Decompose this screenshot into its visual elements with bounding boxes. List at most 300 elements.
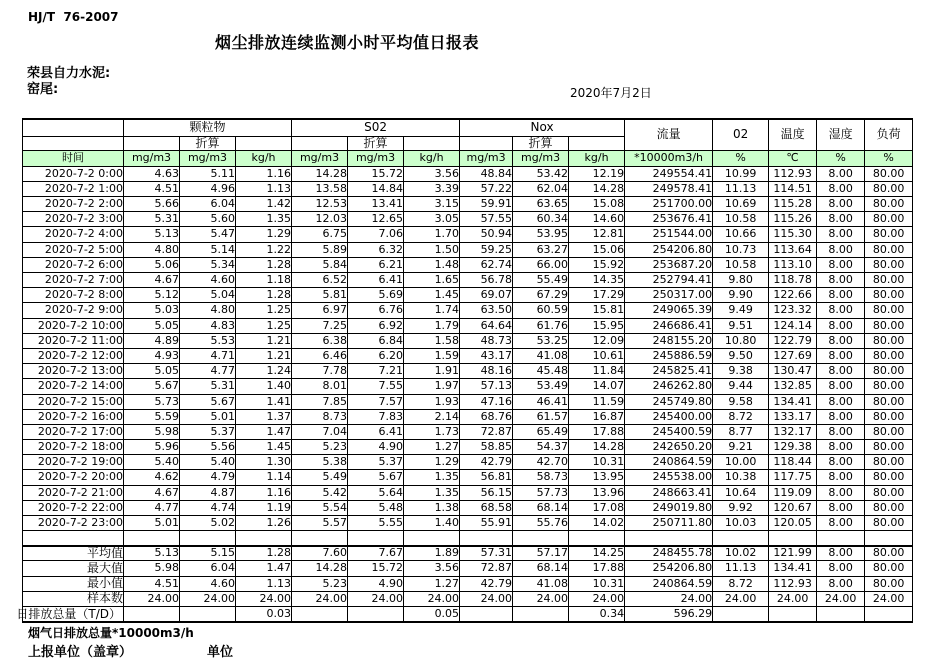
value-cell: 1.28 xyxy=(236,257,292,272)
unit-cell: mg/m3 xyxy=(513,150,569,166)
value-cell: 14.28 xyxy=(569,440,625,455)
value-cell: 119.09 xyxy=(769,485,817,500)
value-cell: 4.79 xyxy=(180,470,236,485)
summary-value: 8.00 xyxy=(817,546,865,561)
value-cell: 1.48 xyxy=(404,257,460,272)
value-cell: 117.75 xyxy=(769,470,817,485)
value-cell: 46.41 xyxy=(513,394,569,409)
summary-value: 7.67 xyxy=(348,546,404,561)
summary-label xyxy=(23,591,124,606)
group-so2: S02 xyxy=(292,119,460,136)
value-cell: 42.70 xyxy=(513,455,569,470)
value-cell: 8.00 xyxy=(817,273,865,288)
value-cell: 3.39 xyxy=(404,181,460,196)
value-cell: 41.08 xyxy=(513,348,569,363)
value-cell: 42.79 xyxy=(460,455,513,470)
value-cell: 80.00 xyxy=(865,364,913,379)
value-cell: 10.69 xyxy=(713,197,769,212)
value-cell: 1.16 xyxy=(236,485,292,500)
value-cell: 253676.41 xyxy=(625,212,713,227)
value-cell: 5.56 xyxy=(180,440,236,455)
value-cell: 113.64 xyxy=(769,242,817,257)
summary-value xyxy=(292,606,348,621)
value-cell: 14.28 xyxy=(292,166,348,181)
value-cell: 68.14 xyxy=(513,500,569,515)
summary-value: 80.00 xyxy=(865,546,913,561)
value-cell: 62.04 xyxy=(513,181,569,196)
summary-value: 57.31 xyxy=(460,546,513,561)
value-cell: 68.58 xyxy=(460,500,513,515)
value-cell: 1.65 xyxy=(404,273,460,288)
value-cell: 5.04 xyxy=(180,288,236,303)
value-cell: 250711.80 xyxy=(625,516,713,531)
value-cell: 1.35 xyxy=(404,470,460,485)
value-cell: 5.53 xyxy=(180,333,236,348)
time-cell: 2020-7-2 5:00 xyxy=(23,242,124,257)
time-cell: 2020-7-2 8:00 xyxy=(23,288,124,303)
value-cell: 5.37 xyxy=(180,424,236,439)
summary-value xyxy=(460,606,513,621)
company-name: 荣县自力水泥: xyxy=(27,66,111,81)
value-cell: 4.77 xyxy=(180,364,236,379)
summary-value: 24.00 xyxy=(460,591,513,606)
unit-cell: *10000m3/h xyxy=(625,150,713,166)
value-cell: 15.95 xyxy=(569,318,625,333)
value-cell: 62.74 xyxy=(460,257,513,272)
data-row xyxy=(23,348,913,363)
summary-value: 24.00 xyxy=(404,591,460,606)
empty-cell xyxy=(292,136,348,150)
summary-value: 4.90 xyxy=(348,576,404,591)
value-cell: 7.06 xyxy=(348,227,404,242)
value-cell: 5.81 xyxy=(292,288,348,303)
value-cell: 80.00 xyxy=(865,303,913,318)
value-cell: 6.41 xyxy=(348,273,404,288)
summary-value: 5.23 xyxy=(292,576,348,591)
group-nox: Nox xyxy=(460,119,625,136)
value-cell: 5.49 xyxy=(292,470,348,485)
value-cell: 4.96 xyxy=(180,181,236,196)
summary-value: 14.28 xyxy=(292,561,348,576)
data-row xyxy=(23,197,913,212)
value-cell: 8.00 xyxy=(817,227,865,242)
summary-value: 72.87 xyxy=(460,561,513,576)
value-cell: 7.21 xyxy=(348,364,404,379)
value-cell: 63.50 xyxy=(460,303,513,318)
value-cell: 124.14 xyxy=(769,318,817,333)
page-title: 烟尘排放连续监测小时平均值日报表 xyxy=(215,33,480,52)
data-row xyxy=(23,485,913,500)
value-cell: 242650.20 xyxy=(625,440,713,455)
empty-cell xyxy=(713,531,769,546)
value-cell: 6.75 xyxy=(292,227,348,242)
value-cell: 1.29 xyxy=(236,227,292,242)
col-load: 负荷 xyxy=(865,119,913,150)
value-cell: 63.27 xyxy=(513,242,569,257)
value-cell: 5.40 xyxy=(124,455,180,470)
summary-value: 24.00 xyxy=(769,591,817,606)
value-cell: 6.32 xyxy=(348,242,404,257)
value-cell: 122.66 xyxy=(769,288,817,303)
value-cell: 80.00 xyxy=(865,288,913,303)
value-cell: 67.29 xyxy=(513,288,569,303)
value-cell: 112.93 xyxy=(769,166,817,181)
summary-value: 68.14 xyxy=(513,561,569,576)
value-cell: 245749.80 xyxy=(625,394,713,409)
value-cell: 3.15 xyxy=(404,197,460,212)
col-flow: 流量 xyxy=(625,119,713,150)
summary-value: 11.13 xyxy=(713,561,769,576)
value-cell: 8.00 xyxy=(817,348,865,363)
data-row xyxy=(23,181,913,196)
empty-cell xyxy=(124,531,180,546)
value-cell: 4.89 xyxy=(124,333,180,348)
summary-label-text: 最小值 xyxy=(86,576,123,591)
value-cell: 1.41 xyxy=(236,394,292,409)
value-cell: 1.35 xyxy=(404,485,460,500)
value-cell: 10.38 xyxy=(713,470,769,485)
value-cell: 1.26 xyxy=(236,516,292,531)
value-cell: 9.80 xyxy=(713,273,769,288)
data-row xyxy=(23,273,913,288)
value-cell: 14.02 xyxy=(569,516,625,531)
summary-value: 121.99 xyxy=(769,546,817,561)
col-o2: 02 xyxy=(713,119,769,150)
value-cell: 14.07 xyxy=(569,379,625,394)
report-date: 2020年7月2日 xyxy=(570,86,652,100)
value-cell: 10.61 xyxy=(569,348,625,363)
summary-label xyxy=(23,546,124,561)
value-cell: 15.92 xyxy=(569,257,625,272)
summary-row xyxy=(23,576,913,591)
value-cell: 80.00 xyxy=(865,500,913,515)
value-cell: 1.58 xyxy=(404,333,460,348)
value-cell: 13.96 xyxy=(569,485,625,500)
header-row-units xyxy=(23,150,913,166)
value-cell: 59.25 xyxy=(460,242,513,257)
value-cell: 6.41 xyxy=(348,424,404,439)
value-cell: 55.76 xyxy=(513,516,569,531)
value-cell: 1.24 xyxy=(236,364,292,379)
value-cell: 57.55 xyxy=(460,212,513,227)
summary-value xyxy=(769,606,817,621)
value-cell: 1.42 xyxy=(236,197,292,212)
value-cell: 5.14 xyxy=(180,242,236,257)
value-cell: 118.44 xyxy=(769,455,817,470)
data-row xyxy=(23,516,913,531)
value-cell: 61.76 xyxy=(513,318,569,333)
value-cell: 1.27 xyxy=(404,440,460,455)
value-cell: 80.00 xyxy=(865,333,913,348)
value-cell: 13.58 xyxy=(292,181,348,196)
flue-gas-total-note: 烟气日排放总量*10000m3/h xyxy=(28,626,194,640)
summary-value: 14.25 xyxy=(569,546,625,561)
value-cell: 1.16 xyxy=(236,166,292,181)
empty-cell xyxy=(817,531,865,546)
data-row xyxy=(23,394,913,409)
value-cell: 4.87 xyxy=(180,485,236,500)
value-cell: 72.87 xyxy=(460,424,513,439)
value-cell: 80.00 xyxy=(865,516,913,531)
so2-converted-label: 折算 xyxy=(348,136,404,150)
value-cell: 53.49 xyxy=(513,379,569,394)
unit-cell: mg/m3 xyxy=(124,150,180,166)
time-cell: 2020-7-2 15:00 xyxy=(23,394,124,409)
value-cell: 9.21 xyxy=(713,440,769,455)
value-cell: 6.20 xyxy=(348,348,404,363)
empty-cell xyxy=(23,136,124,150)
data-row xyxy=(23,166,913,181)
empty-cell xyxy=(569,531,625,546)
summary-label-text: 最大值 xyxy=(86,560,123,575)
value-cell: 80.00 xyxy=(865,424,913,439)
value-cell: 12.81 xyxy=(569,227,625,242)
value-cell: 245400.00 xyxy=(625,409,713,424)
value-cell: 47.16 xyxy=(460,394,513,409)
time-cell: 2020-7-2 20:00 xyxy=(23,470,124,485)
value-cell: 246686.41 xyxy=(625,318,713,333)
value-cell: 9.58 xyxy=(713,394,769,409)
report-table xyxy=(16,118,913,623)
summary-value: 24.00 xyxy=(513,591,569,606)
data-row xyxy=(23,242,913,257)
value-cell: 4.71 xyxy=(180,348,236,363)
value-cell: 1.13 xyxy=(236,181,292,196)
value-cell: 53.42 xyxy=(513,166,569,181)
value-cell: 10.31 xyxy=(569,455,625,470)
value-cell: 8.00 xyxy=(817,409,865,424)
value-cell: 5.69 xyxy=(348,288,404,303)
value-cell: 5.37 xyxy=(348,455,404,470)
value-cell: 5.31 xyxy=(180,379,236,394)
summary-value: 0.03 xyxy=(236,606,292,621)
value-cell: 9.50 xyxy=(713,348,769,363)
value-cell: 56.15 xyxy=(460,485,513,500)
summary-label-text: 样本数 xyxy=(86,591,123,606)
value-cell: 6.97 xyxy=(292,303,348,318)
summary-value: 8.72 xyxy=(713,576,769,591)
value-cell: 4.74 xyxy=(180,500,236,515)
value-cell: 123.32 xyxy=(769,303,817,318)
time-cell: 2020-7-2 19:00 xyxy=(23,455,124,470)
value-cell: 80.00 xyxy=(865,181,913,196)
group-particulate: 颗粒物 xyxy=(124,119,292,136)
value-cell: 14.28 xyxy=(569,181,625,196)
value-cell: 10.66 xyxy=(713,227,769,242)
value-cell: 5.60 xyxy=(180,212,236,227)
data-row xyxy=(23,364,913,379)
value-cell: 12.09 xyxy=(569,333,625,348)
value-cell: 5.67 xyxy=(124,379,180,394)
value-cell: 132.17 xyxy=(769,424,817,439)
value-cell: 8.00 xyxy=(817,485,865,500)
value-cell: 4.62 xyxy=(124,470,180,485)
value-cell: 240864.59 xyxy=(625,455,713,470)
value-cell: 9.92 xyxy=(713,500,769,515)
summary-value: 1.13 xyxy=(236,576,292,591)
value-cell: 1.37 xyxy=(236,409,292,424)
value-cell: 45.48 xyxy=(513,364,569,379)
standard-code: HJ/T 76-2007 xyxy=(28,10,119,24)
summary-value: 10.31 xyxy=(569,576,625,591)
time-cell: 2020-7-2 16:00 xyxy=(23,409,124,424)
value-cell: 8.00 xyxy=(817,166,865,181)
value-cell: 132.85 xyxy=(769,379,817,394)
time-cell: 2020-7-2 6:00 xyxy=(23,257,124,272)
value-cell: 17.88 xyxy=(569,424,625,439)
value-cell: 6.92 xyxy=(348,318,404,333)
unit-cell: kg/h xyxy=(404,150,460,166)
value-cell: 118.78 xyxy=(769,273,817,288)
value-cell: 245886.59 xyxy=(625,348,713,363)
summary-value: 41.08 xyxy=(513,576,569,591)
value-cell: 68.76 xyxy=(460,409,513,424)
summary-value: 7.60 xyxy=(292,546,348,561)
value-cell: 7.55 xyxy=(348,379,404,394)
empty-cell xyxy=(23,531,124,546)
summary-value: 24.00 xyxy=(713,591,769,606)
unit-cell: mg/m3 xyxy=(460,150,513,166)
time-cell: 2020-7-2 14:00 xyxy=(23,379,124,394)
data-row xyxy=(23,424,913,439)
empty-cell xyxy=(348,531,404,546)
data-row xyxy=(23,318,913,333)
value-cell: 14.84 xyxy=(348,181,404,196)
value-cell: 129.38 xyxy=(769,440,817,455)
summary-label-text: 平均值 xyxy=(86,545,123,560)
value-cell: 113.10 xyxy=(769,257,817,272)
value-cell: 4.51 xyxy=(124,181,180,196)
value-cell: 5.05 xyxy=(124,364,180,379)
corner-cell xyxy=(23,119,124,136)
value-cell: 80.00 xyxy=(865,197,913,212)
summary-value: 1.89 xyxy=(404,546,460,561)
value-cell: 61.57 xyxy=(513,409,569,424)
summary-value: 596.29 xyxy=(625,606,713,621)
value-cell: 5.59 xyxy=(124,409,180,424)
summary-value xyxy=(513,606,569,621)
value-cell: 16.87 xyxy=(569,409,625,424)
value-cell: 252794.41 xyxy=(625,273,713,288)
value-cell: 17.29 xyxy=(569,288,625,303)
data-row xyxy=(23,440,913,455)
value-cell: 1.28 xyxy=(236,288,292,303)
value-cell: 57.73 xyxy=(513,485,569,500)
value-cell: 6.46 xyxy=(292,348,348,363)
value-cell: 4.67 xyxy=(124,485,180,500)
value-cell: 8.00 xyxy=(817,181,865,196)
value-cell: 134.41 xyxy=(769,394,817,409)
value-cell: 115.30 xyxy=(769,227,817,242)
unit-cell: ℃ xyxy=(769,150,817,166)
value-cell: 1.73 xyxy=(404,424,460,439)
summary-row xyxy=(23,606,913,621)
time-cell: 2020-7-2 2:00 xyxy=(23,197,124,212)
summary-value xyxy=(713,606,769,621)
value-cell: 65.49 xyxy=(513,424,569,439)
time-cell: 2020-7-2 12:00 xyxy=(23,348,124,363)
value-cell: 10.73 xyxy=(713,242,769,257)
value-cell: 245825.41 xyxy=(625,364,713,379)
value-cell: 66.00 xyxy=(513,257,569,272)
unit-cell: % xyxy=(817,150,865,166)
col-humidity: 湿度 xyxy=(817,119,865,150)
value-cell: 5.31 xyxy=(124,212,180,227)
value-cell: 11.59 xyxy=(569,394,625,409)
value-cell: 5.01 xyxy=(124,516,180,531)
nox-converted-label: 折算 xyxy=(513,136,569,150)
value-cell: 5.73 xyxy=(124,394,180,409)
summary-value xyxy=(865,606,913,621)
value-cell: 8.00 xyxy=(817,500,865,515)
summary-value: 24.00 xyxy=(124,591,180,606)
value-cell: 80.00 xyxy=(865,318,913,333)
data-row xyxy=(23,500,913,515)
value-cell: 8.00 xyxy=(817,394,865,409)
data-row xyxy=(23,455,913,470)
value-cell: 8.77 xyxy=(713,424,769,439)
summary-value xyxy=(180,606,236,621)
value-cell: 8.00 xyxy=(817,455,865,470)
value-cell: 133.17 xyxy=(769,409,817,424)
value-cell: 115.28 xyxy=(769,197,817,212)
summary-value: 3.56 xyxy=(404,561,460,576)
value-cell: 4.80 xyxy=(124,242,180,257)
value-cell: 251700.00 xyxy=(625,197,713,212)
value-cell: 1.50 xyxy=(404,242,460,257)
value-cell: 48.73 xyxy=(460,333,513,348)
value-cell: 80.00 xyxy=(865,212,913,227)
value-cell: 5.96 xyxy=(124,440,180,455)
value-cell: 10.03 xyxy=(713,516,769,531)
station-name: 窑尾: xyxy=(27,82,59,97)
value-cell: 8.00 xyxy=(817,470,865,485)
value-cell: 60.59 xyxy=(513,303,569,318)
value-cell: 6.76 xyxy=(348,303,404,318)
value-cell: 1.97 xyxy=(404,379,460,394)
value-cell: 8.00 xyxy=(817,333,865,348)
value-cell: 8.00 xyxy=(817,197,865,212)
value-cell: 5.67 xyxy=(180,394,236,409)
value-cell: 10.00 xyxy=(713,455,769,470)
value-cell: 1.29 xyxy=(404,455,460,470)
value-cell: 1.19 xyxy=(236,500,292,515)
time-cell: 2020-7-2 0:00 xyxy=(23,166,124,181)
value-cell: 8.00 xyxy=(817,379,865,394)
value-cell: 5.23 xyxy=(292,440,348,455)
value-cell: 15.81 xyxy=(569,303,625,318)
time-cell: 2020-7-2 10:00 xyxy=(23,318,124,333)
time-cell: 2020-7-2 1:00 xyxy=(23,181,124,196)
value-cell: 6.04 xyxy=(180,197,236,212)
value-cell: 5.05 xyxy=(124,318,180,333)
summary-value: 42.79 xyxy=(460,576,513,591)
value-cell: 248155.20 xyxy=(625,333,713,348)
value-cell: 1.74 xyxy=(404,303,460,318)
value-cell: 5.40 xyxy=(180,455,236,470)
value-cell: 1.38 xyxy=(404,500,460,515)
value-cell: 8.73 xyxy=(292,409,348,424)
value-cell: 120.05 xyxy=(769,516,817,531)
value-cell: 80.00 xyxy=(865,242,913,257)
summary-label xyxy=(16,606,124,621)
value-cell: 80.00 xyxy=(865,455,913,470)
value-cell: 251544.00 xyxy=(625,227,713,242)
value-cell: 7.25 xyxy=(292,318,348,333)
value-cell: 8.00 xyxy=(817,440,865,455)
value-cell: 8.72 xyxy=(713,409,769,424)
summary-value: 8.00 xyxy=(817,561,865,576)
